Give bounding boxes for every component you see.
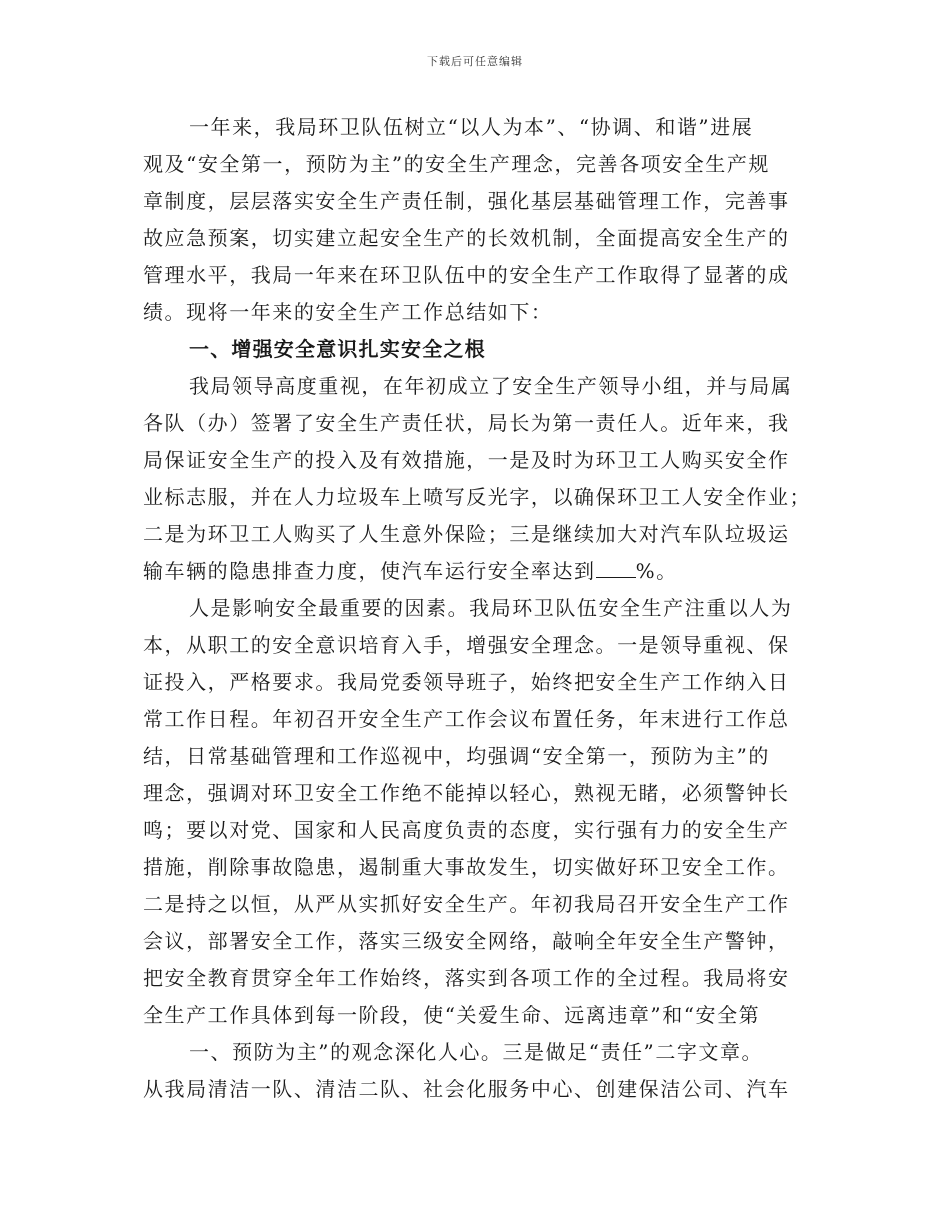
line-text: 人是影响安全最重要的因素。我局环卫队伍安全生产注重以人为	[189, 596, 793, 620]
line-text-tail: %。	[635, 559, 678, 583]
line-text: 证投入，严格要求。我局党委领导班子，始终把安全生产工作纳入日	[143, 670, 790, 694]
line-text: 一年来，我局环卫队伍树立“以人为本”、“协调、和谐”进展	[189, 115, 754, 139]
text-line	[143, 109, 803, 146]
text-line	[143, 368, 803, 405]
line-text: 业标志服，并在人力垃圾车上喷写反光字，以确保环卫工人安全作业；	[143, 485, 812, 509]
line-text: 观及“安全第一，预防为主”的安全生产理念，完善各项安全生产规	[143, 152, 770, 176]
line-text: 局保证安全生产的投入及有效措施，一是及时为环卫工人购买安全作	[143, 448, 790, 472]
document-body	[143, 109, 812, 1108]
text-line	[143, 701, 803, 738]
text-line	[143, 923, 803, 960]
text-line	[143, 183, 803, 220]
text-line	[143, 146, 803, 183]
text-line	[143, 1071, 803, 1108]
line-text: 二是持之以恒，从严从实抓好安全生产。年初我局召开安全生产工作	[143, 892, 790, 916]
page-header: 下载后可任意编辑	[427, 55, 523, 68]
line-text: 全生产工作具体到每一阶段，使“关爱生命、远离违章”和“安全第	[143, 1003, 761, 1027]
line-text: 措施，削除事故隐患，遏制重大事故发生，切实做好环卫安全工作。	[143, 855, 790, 879]
line-text: 故应急预案，切实建立起安全生产的长效机制，全面提高安全生产的	[143, 226, 790, 250]
text-line	[143, 849, 803, 886]
text-line	[143, 960, 803, 997]
line-text: 各队（办）签署了安全生产责任状，局长为第一责任人。近年来，我	[143, 411, 790, 435]
line-text: 管理水平，我局一年来在环卫队伍中的安全生产工作取得了显著的成	[143, 263, 790, 287]
text-line	[143, 664, 803, 701]
text-line	[143, 812, 803, 849]
text-line	[143, 886, 803, 923]
text-line	[143, 442, 803, 479]
line-text: 鸣；要以对党、国家和人民高度负责的态度，实行强有力的安全生产	[143, 818, 790, 842]
line-text: 二是为环卫工人购买了人生意外保险；三是继续加大对汽车队垃圾运	[143, 522, 790, 546]
line-text: 我局领导高度重视，在年初成立了安全生产领导小组，并与局属	[189, 374, 793, 398]
text-line	[143, 257, 803, 294]
line-text: 把安全教育贯穿全年工作始终，落实到各项工作的全过程。我局将安	[143, 966, 790, 990]
text-line	[143, 738, 803, 775]
line-text: 理念，强调对环卫安全工作绝不能掉以轻心，熟视无睹，必须警钟长	[143, 781, 790, 805]
text-line	[143, 220, 803, 257]
line-text: 章制度，层层落实安全生产责任制，强化基层基础管理工作，完善事	[143, 189, 790, 213]
line-text: 一、预防为主”的观念深化人心。三是做足“责任”二字文章。	[189, 1040, 764, 1064]
text-line	[143, 516, 803, 553]
line-text: 常工作日程。年初召开安全生产工作会议布置任务，年末进行工作总	[143, 707, 790, 731]
text-line	[143, 294, 803, 331]
text-line	[143, 627, 803, 664]
text-line	[143, 405, 803, 442]
text-line	[143, 997, 803, 1034]
line-text: 输车辆的隐患排查力度，使汽车运行安全率达到	[143, 559, 596, 583]
line-text: 绩。现将一年来的安全生产工作总结如下：	[143, 300, 553, 324]
line-text: 结，日常基础管理和工作巡视中，均强调“安全第一，预防为主”的	[143, 744, 770, 768]
text-line	[143, 1034, 803, 1071]
fill-in-blank	[596, 553, 636, 578]
line-text: 本，从职工的安全意识培育入手，增强安全理念。一是领导重视、保	[143, 633, 790, 657]
text-line	[143, 590, 803, 627]
line-text: 从我局清洁一队、清洁二队、社会化服务中心、创建保洁公司、汽车	[143, 1077, 790, 1101]
text-line	[143, 775, 803, 812]
line-text: 一、增强安全意识扎实安全之根	[189, 337, 486, 361]
line-text: 会议，部署安全工作，落实三级安全网络，敲响全年安全生产警钟，	[143, 929, 790, 953]
text-line	[143, 479, 812, 516]
text-line	[143, 553, 803, 590]
section-heading	[143, 331, 803, 368]
